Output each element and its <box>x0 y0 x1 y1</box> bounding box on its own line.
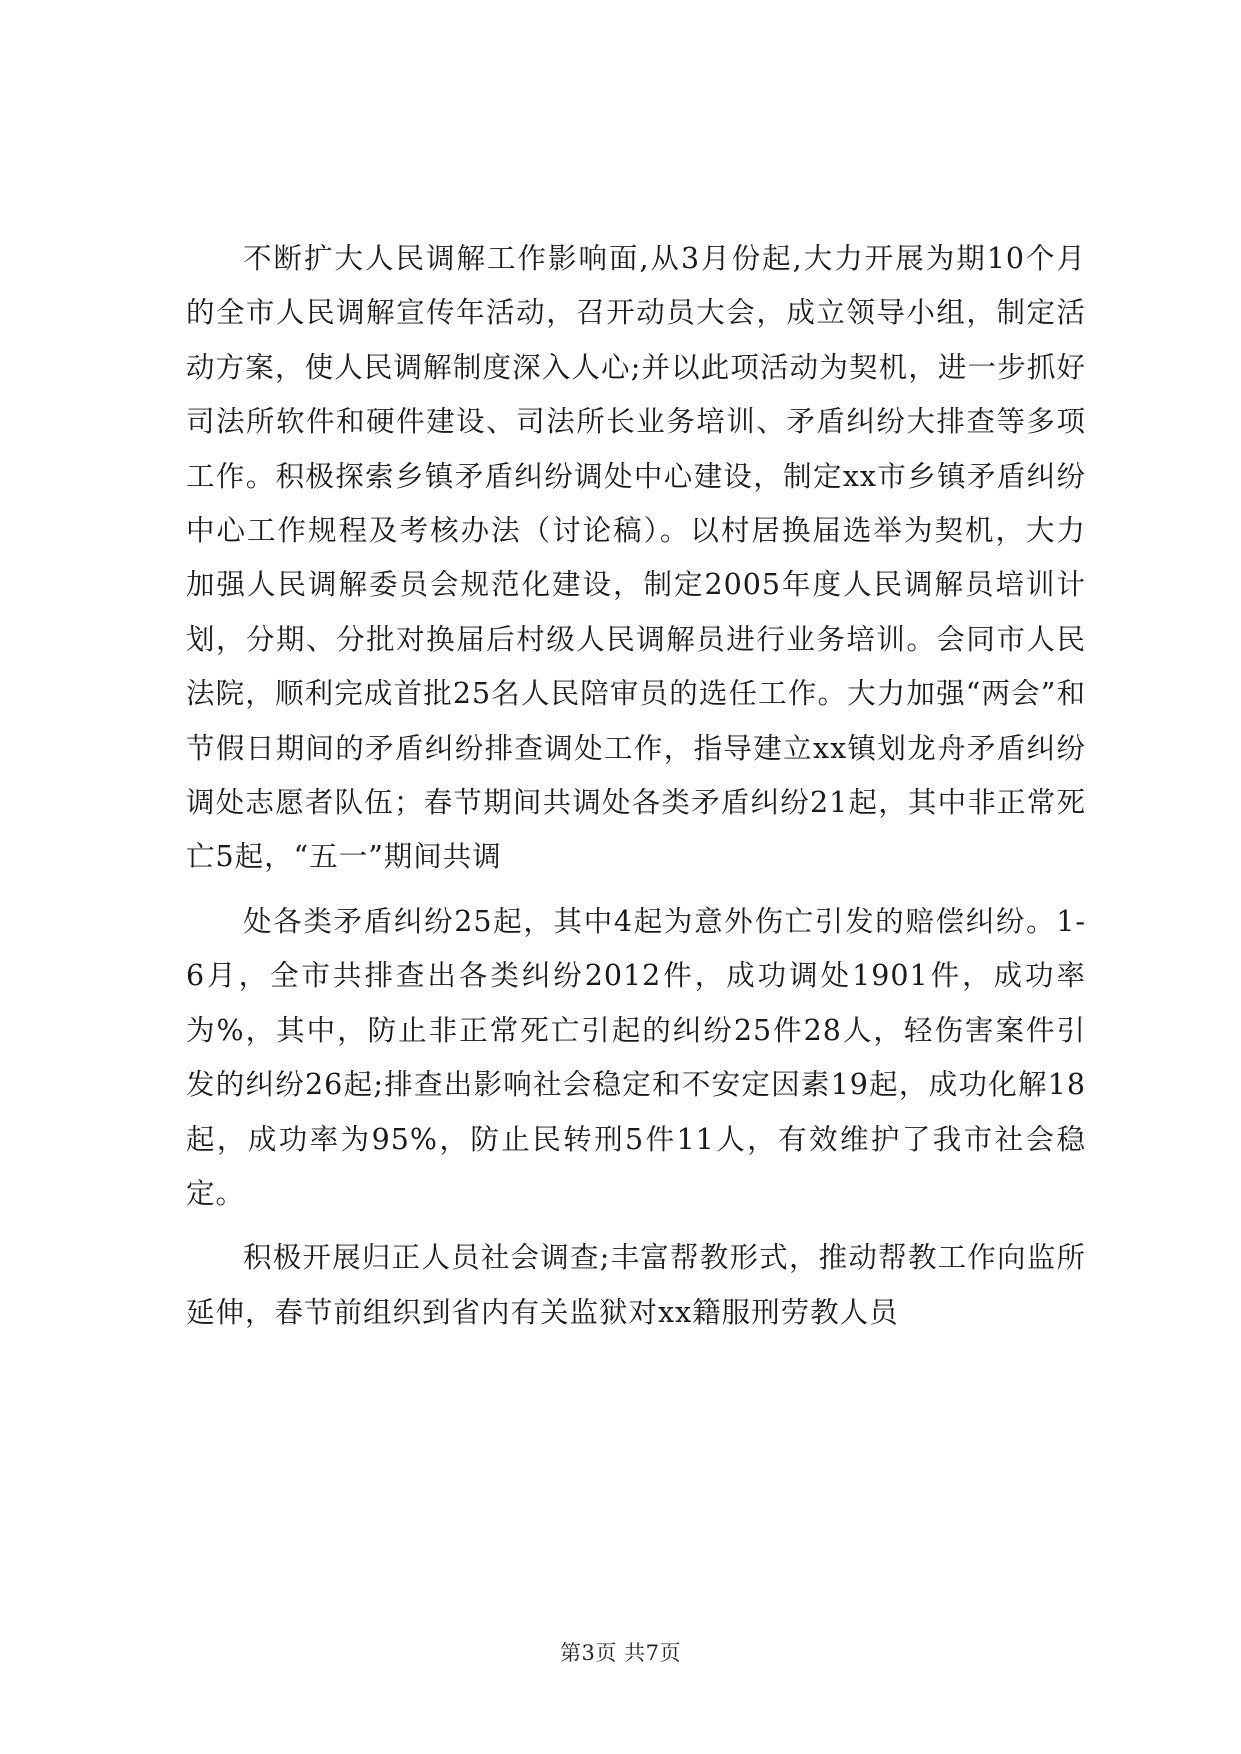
page-footer: 第3页 共7页 <box>560 1641 681 1665</box>
paragraph-mediation: 不断扩大人民调解工作影响面,从3月份起,大力开展为期10个月的全市人民调解宣传年活动，召开动员大会，成立领导小组，制定活动方案，使人民调解制度深入人心;并以此项活动为契机，进一步抓好司法所软件和硬件建设、司法所长业务培训、矛盾纠纷大排查等多项工作。积极探索乡镇矛盾纠纷调处中心建设，制定xx市乡镇矛盾纠纷中心工作规程及考核办法（讨论稿）。以村居换届选举为契机，大力加强人民调解委员会规范化建设，制定2005年度人民调解员培训计划，分期、分批对换届后村级人民调解员进行业务培训。会同市人民法院，顺利完成首批25名人民陪审员的选任工作。大力加强“两会”和节假日期间的矛盾纠纷排查调处工作，指导建立xx镇划龙舟矛盾纠纷调处志愿者队伍；春节期间共调处各类矛盾纠纷21起，其中非正常死亡5起，“五一”期间共调 <box>186 242 1086 874</box>
paragraph-rehabilitation: 积极开展归正人员社会调查;丰富帮教形式，推动帮教工作向监所延伸，春节前组织到省内有关监狱对xx籍服刑劳教人员 <box>186 1241 1086 1329</box>
paragraph-statistics: 处各类矛盾纠纷25起，其中4起为意外伤亡引发的赔偿纠纷。1-6月，全市共排查出各类纠纷2012件，成功调处1901件，成功率为%，其中，防止非正常死亡引起的纠纷25件28人，轻伤害案件引发的纠纷26起;排查出影响社会稳定和不安定因素19起，成功化解18起，成功率为95%，防止民转刑5件11人，有效维护了我市社会稳定。 <box>186 904 1086 1210</box>
document-body <box>186 232 1086 1350</box>
